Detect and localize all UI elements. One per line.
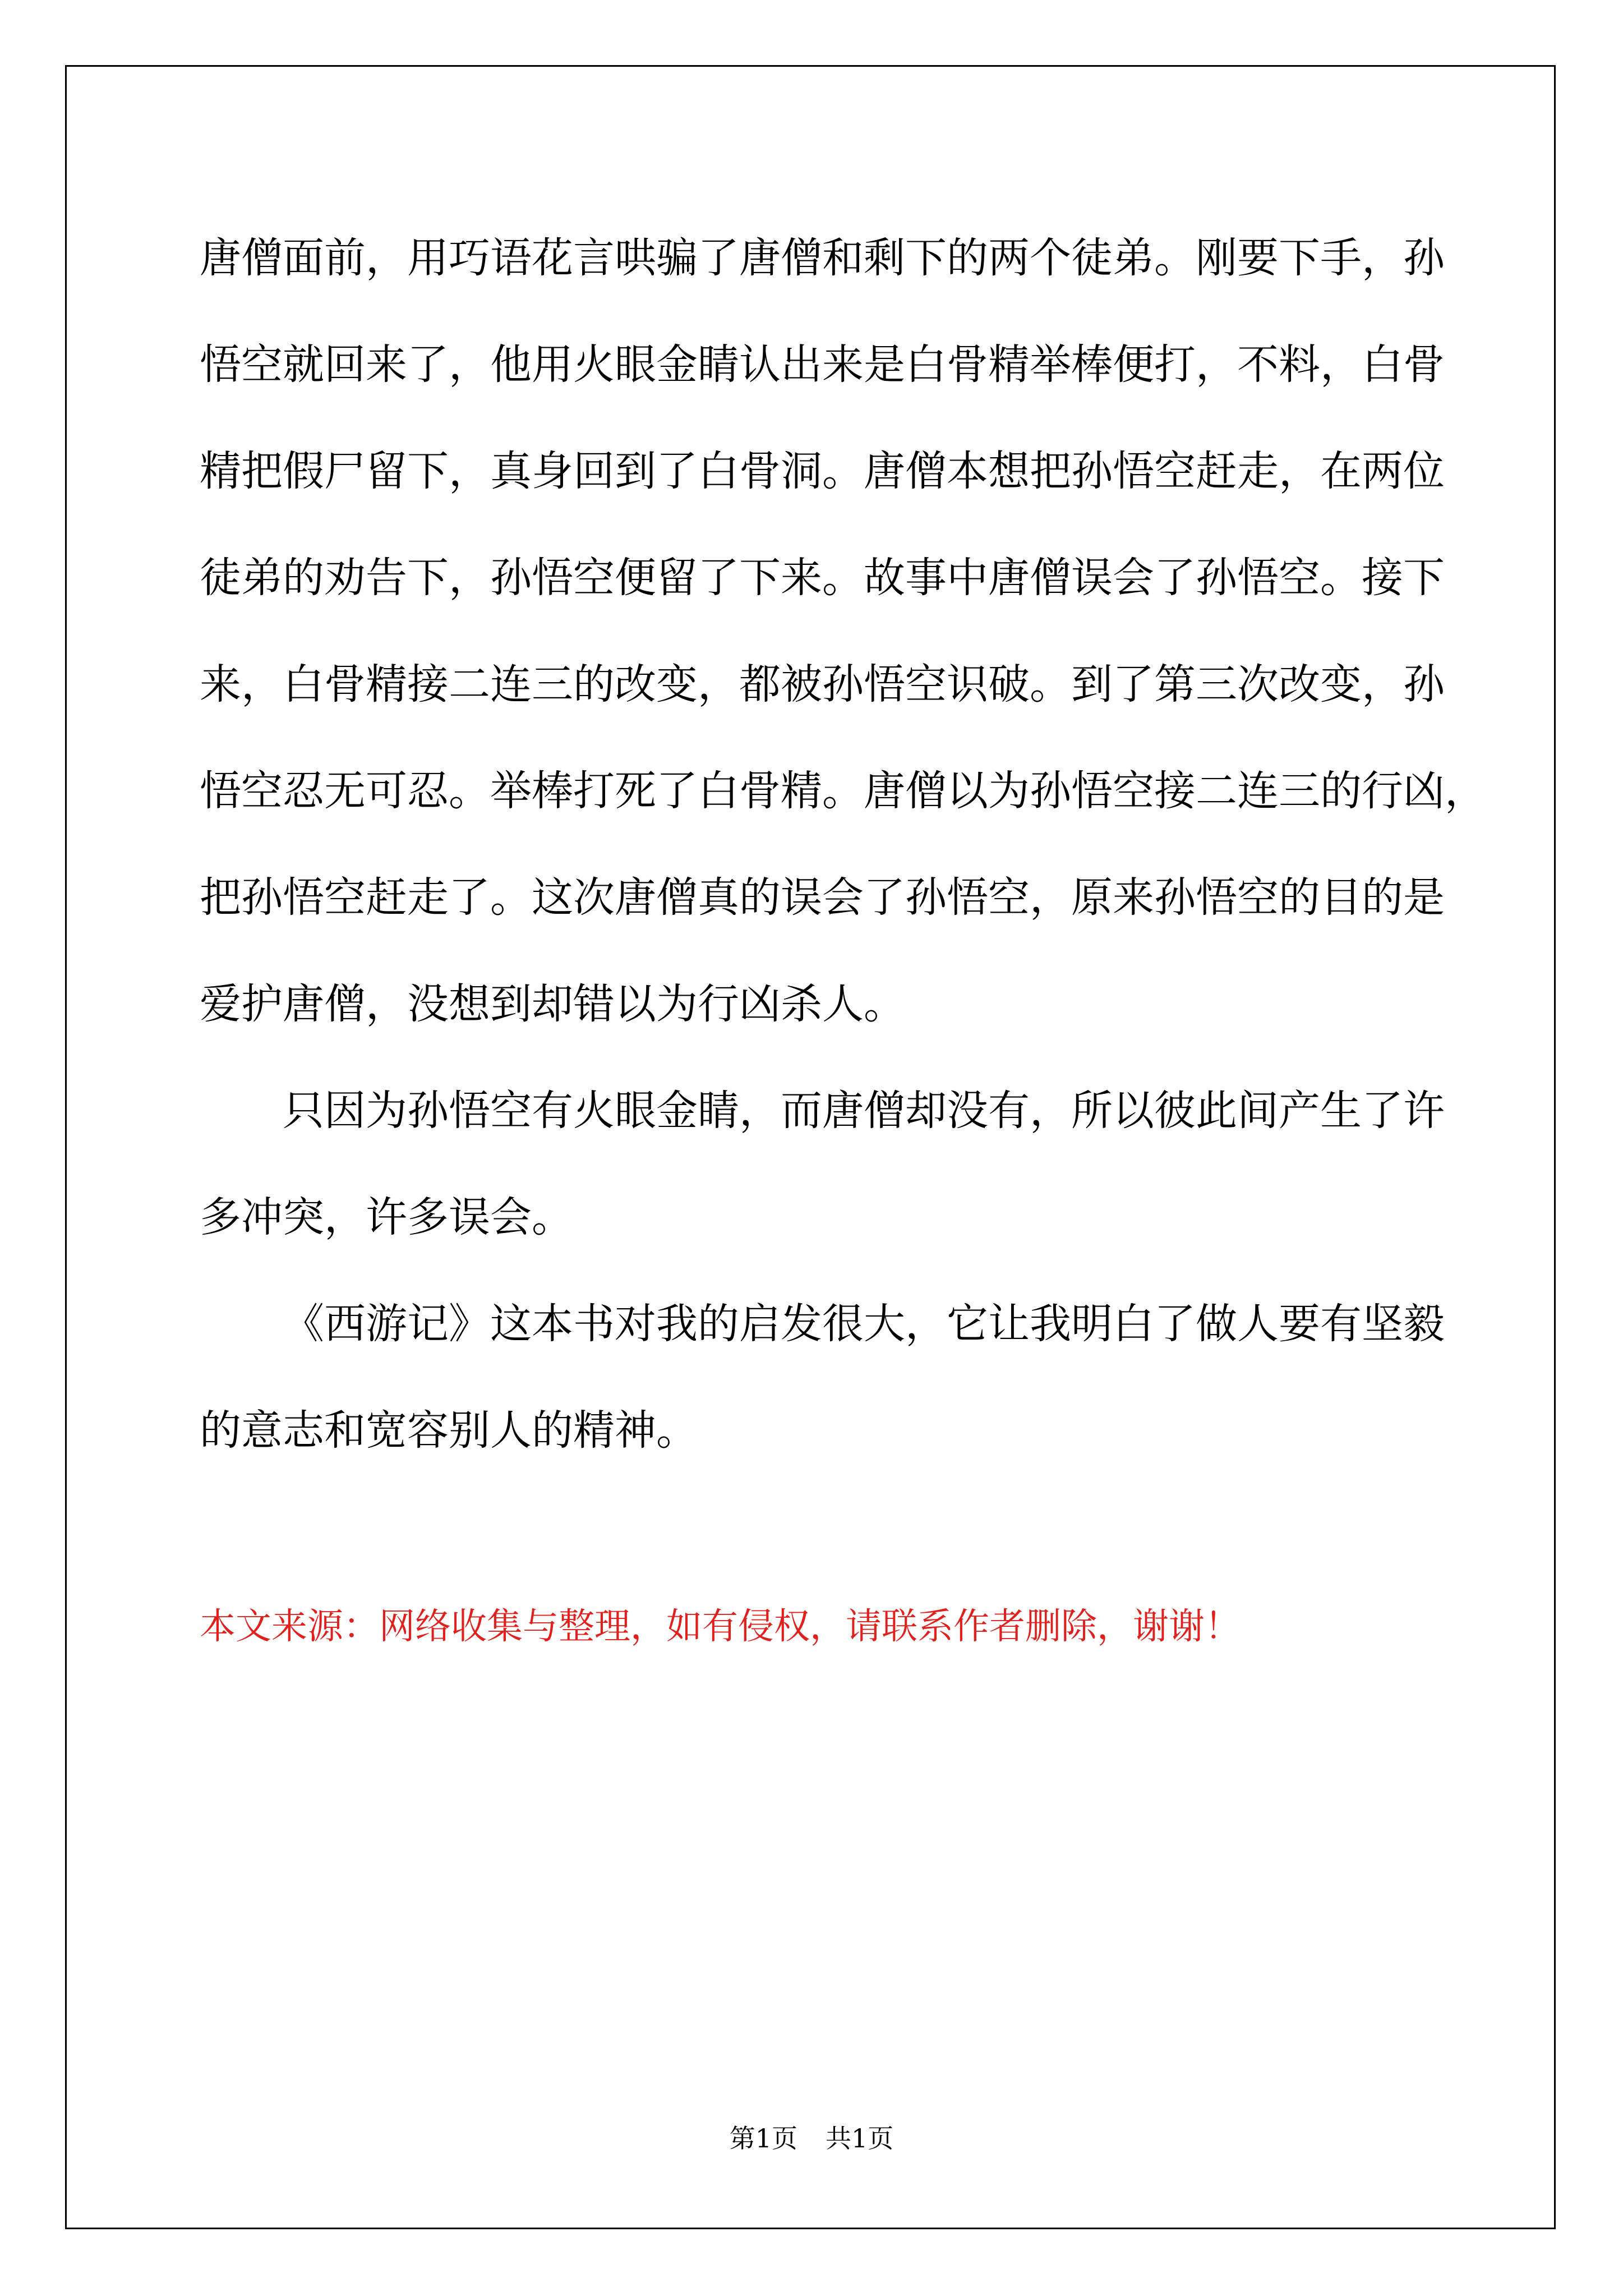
text-line: 的意志和宽容别人的精神。: [200, 1406, 698, 1455]
text-line: 精把假尸留下，真身回到了白骨洞。唐僧本想把孙悟空赶走，在两位: [200, 447, 1445, 495]
page-footer: [0, 2122, 1623, 2155]
text-line: 爱护唐僧，没想到却错以为行凶杀人。: [200, 980, 905, 1028]
paragraph-conclusion: [200, 1271, 1445, 1484]
paragraph-story: [200, 205, 1486, 1057]
text-line: 悟空忍无可忍。举棒打死了白骨精。唐僧以为孙悟空接二连三的行凶，: [200, 767, 1486, 815]
text-line: 《西游记》这本书对我的启发很大，它让我明白了做人要有坚毅: [283, 1300, 1445, 1348]
page-number-total: 共1页: [826, 2123, 894, 2154]
text-line: 来，白骨精接二连三的改变，都被孙悟空识破。到了第三次改变，孙: [200, 660, 1445, 708]
page-number-current: 第1页: [729, 2123, 797, 2154]
text-line: 只因为孙悟空有火眼金睛，而唐僧却没有，所以彼此间产生了许: [283, 1087, 1445, 1135]
text-line: 悟空就回来了，他用火眼金睛认出来是白骨精举棒便打，不料，白骨: [200, 341, 1445, 389]
document-body: [200, 205, 1486, 1484]
text-line: 把孙悟空赶走了。这次唐僧真的误会了孙悟空，原来孙悟空的目的是: [200, 873, 1445, 922]
text-line: 唐僧面前，用巧语花言哄骗了唐僧和剩下的两个徒弟。刚要下手，孙: [200, 234, 1445, 282]
paragraph-reason: [200, 1057, 1445, 1271]
text-line: 多冲突，许多误会。: [200, 1193, 573, 1241]
text-line: 徒弟的劝告下，孙悟空便留了下来。故事中唐僧误会了孙悟空。接下: [200, 554, 1445, 602]
source-disclaimer: 本文来源：网络收集与整理，如有侵权，请联系作者删除，谢谢！: [200, 1606, 1241, 1648]
